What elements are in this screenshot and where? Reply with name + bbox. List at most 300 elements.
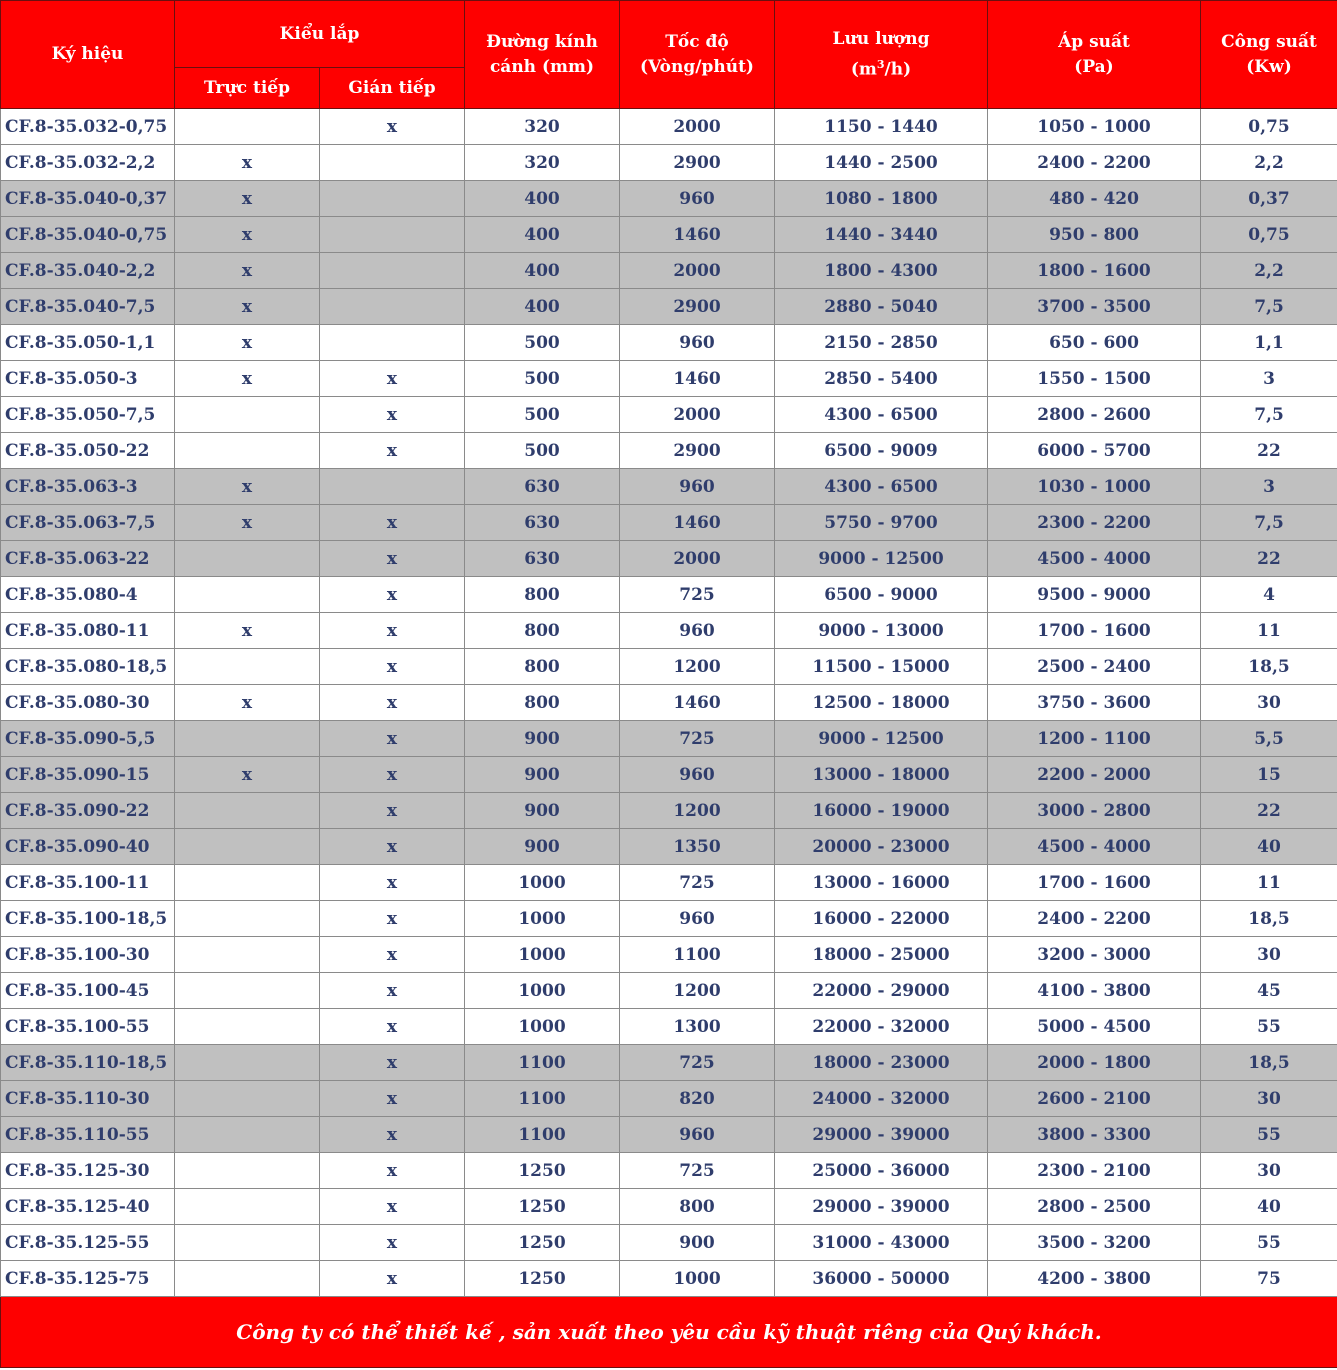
cell-power: 18,5 bbox=[1201, 649, 1337, 685]
cell-mount-indirect: x bbox=[320, 361, 465, 397]
cell-mount-indirect: x bbox=[320, 577, 465, 613]
cell-pressure: 2800 - 2600 bbox=[988, 397, 1201, 433]
cell-power: 22 bbox=[1201, 433, 1337, 469]
cell-flow: 36000 - 50000 bbox=[775, 1261, 988, 1297]
cell-pressure: 2400 - 2200 bbox=[988, 145, 1201, 181]
cell-mount-direct: x bbox=[175, 325, 320, 361]
cell-pressure: 3750 - 3600 bbox=[988, 685, 1201, 721]
cell-mount-indirect: x bbox=[320, 109, 465, 145]
cell-power: 5,5 bbox=[1201, 721, 1337, 757]
table-row bbox=[1, 577, 1337, 613]
cell-pressure: 2200 - 2000 bbox=[988, 757, 1201, 793]
cell-diameter: 800 bbox=[465, 577, 620, 613]
header-diameter bbox=[465, 1, 620, 109]
cell-power: 55 bbox=[1201, 1225, 1337, 1261]
cell-pressure: 2400 - 2200 bbox=[988, 901, 1201, 937]
cell-mount-indirect: x bbox=[320, 973, 465, 1009]
cell-mount-indirect: x bbox=[320, 1261, 465, 1297]
table-row bbox=[1, 613, 1337, 649]
cell-diameter: 1000 bbox=[465, 865, 620, 901]
cell-mount-direct bbox=[175, 1189, 320, 1225]
cell-mount-indirect: x bbox=[320, 1189, 465, 1225]
cell-mount-direct: x bbox=[175, 181, 320, 217]
cell-pressure: 1700 - 1600 bbox=[988, 865, 1201, 901]
cell-code: CF.8-35.063-22 bbox=[1, 541, 175, 577]
cell-power: 55 bbox=[1201, 1117, 1337, 1153]
cell-pressure: 3800 - 3300 bbox=[988, 1117, 1201, 1153]
cell-flow: 11500 - 15000 bbox=[775, 649, 988, 685]
header-code bbox=[1, 1, 175, 109]
cell-code: CF.8-35.125-75 bbox=[1, 1261, 175, 1297]
cell-speed: 1460 bbox=[620, 505, 775, 541]
cell-code: CF.8-35.050-3 bbox=[1, 361, 175, 397]
cell-diameter: 900 bbox=[465, 757, 620, 793]
table-row bbox=[1, 325, 1337, 361]
header-code-text: Ký hiệu bbox=[51, 44, 124, 64]
cell-mount-indirect: x bbox=[320, 937, 465, 973]
cell-pressure: 2300 - 2100 bbox=[988, 1153, 1201, 1189]
table-row bbox=[1, 1009, 1337, 1045]
cell-flow: 16000 - 22000 bbox=[775, 901, 988, 937]
cell-mount-indirect bbox=[320, 217, 465, 253]
cell-mount-direct: x bbox=[175, 253, 320, 289]
table-row bbox=[1, 145, 1337, 181]
cell-code: CF.8-35.050-22 bbox=[1, 433, 175, 469]
cell-code: CF.8-35.100-11 bbox=[1, 865, 175, 901]
cell-mount-direct bbox=[175, 865, 320, 901]
cell-speed: 1000 bbox=[620, 1261, 775, 1297]
cell-mount-indirect: x bbox=[320, 829, 465, 865]
cell-speed: 820 bbox=[620, 1081, 775, 1117]
header-flow-line1: Lưu lượng bbox=[832, 28, 930, 49]
cell-mount-direct bbox=[175, 1225, 320, 1261]
cell-speed: 960 bbox=[620, 181, 775, 217]
table-header bbox=[1, 1, 1337, 109]
cell-mount-indirect: x bbox=[320, 1009, 465, 1045]
table-row bbox=[1, 433, 1337, 469]
cell-power: 7,5 bbox=[1201, 397, 1337, 433]
cell-diameter: 1100 bbox=[465, 1045, 620, 1081]
cell-pressure: 1050 - 1000 bbox=[988, 109, 1201, 145]
cell-power: 30 bbox=[1201, 1153, 1337, 1189]
cell-diameter: 1000 bbox=[465, 901, 620, 937]
cell-diameter: 320 bbox=[465, 109, 620, 145]
cell-diameter: 1250 bbox=[465, 1261, 620, 1297]
cell-code: CF.8-35.100-55 bbox=[1, 1009, 175, 1045]
cell-power: 22 bbox=[1201, 793, 1337, 829]
table-row bbox=[1, 829, 1337, 865]
cell-mount-indirect: x bbox=[320, 505, 465, 541]
cell-flow: 9000 - 12500 bbox=[775, 721, 988, 757]
cell-speed: 960 bbox=[620, 469, 775, 505]
cell-power: 18,5 bbox=[1201, 1045, 1337, 1081]
cell-code: CF.8-35.063-7,5 bbox=[1, 505, 175, 541]
cell-pressure: 1200 - 1100 bbox=[988, 721, 1201, 757]
cell-mount-indirect: x bbox=[320, 721, 465, 757]
table-row bbox=[1, 865, 1337, 901]
cell-mount-direct: x bbox=[175, 613, 320, 649]
cell-mount-direct bbox=[175, 901, 320, 937]
cell-diameter: 630 bbox=[465, 469, 620, 505]
cell-power: 11 bbox=[1201, 865, 1337, 901]
header-speed bbox=[620, 1, 775, 109]
cell-pressure: 2600 - 2100 bbox=[988, 1081, 1201, 1117]
cell-mount-indirect: x bbox=[320, 1045, 465, 1081]
cell-code: CF.8-35.040-0,37 bbox=[1, 181, 175, 217]
header-flow-unit-post: /h) bbox=[884, 59, 912, 80]
cell-mount-direct bbox=[175, 1081, 320, 1117]
cell-code: CF.8-35.100-18,5 bbox=[1, 901, 175, 937]
cell-speed: 1100 bbox=[620, 937, 775, 973]
table-row bbox=[1, 649, 1337, 685]
cell-flow: 29000 - 39000 bbox=[775, 1189, 988, 1225]
cell-pressure: 9500 - 9000 bbox=[988, 577, 1201, 613]
cell-pressure: 2000 - 1800 bbox=[988, 1045, 1201, 1081]
cell-diameter: 400 bbox=[465, 289, 620, 325]
table-row bbox=[1, 1081, 1337, 1117]
header-mount bbox=[175, 1, 465, 68]
cell-code: CF.8-35.040-2,2 bbox=[1, 253, 175, 289]
cell-code: CF.8-35.080-30 bbox=[1, 685, 175, 721]
cell-code: CF.8-35.040-7,5 bbox=[1, 289, 175, 325]
cell-pressure: 2300 - 2200 bbox=[988, 505, 1201, 541]
cell-diameter: 900 bbox=[465, 721, 620, 757]
cell-speed: 1300 bbox=[620, 1009, 775, 1045]
cell-mount-indirect: x bbox=[320, 1081, 465, 1117]
cell-mount-direct: x bbox=[175, 505, 320, 541]
header-diameter-line1: Đường kính bbox=[486, 31, 598, 52]
header-flow-unit-sup: 3 bbox=[876, 57, 885, 71]
cell-power: 0,75 bbox=[1201, 109, 1337, 145]
cell-power: 30 bbox=[1201, 685, 1337, 721]
cell-flow: 4300 - 6500 bbox=[775, 397, 988, 433]
cell-mount-indirect bbox=[320, 145, 465, 181]
cell-code: CF.8-35.080-11 bbox=[1, 613, 175, 649]
cell-speed: 725 bbox=[620, 1153, 775, 1189]
cell-code: CF.8-35.080-4 bbox=[1, 577, 175, 613]
header-mount-indirect: Gián tiếp bbox=[320, 68, 465, 109]
cell-diameter: 400 bbox=[465, 217, 620, 253]
cell-mount-direct: x bbox=[175, 217, 320, 253]
cell-speed: 2000 bbox=[620, 109, 775, 145]
header-pressure bbox=[988, 1, 1201, 109]
cell-power: 30 bbox=[1201, 937, 1337, 973]
cell-mount-direct: x bbox=[175, 469, 320, 505]
cell-diameter: 800 bbox=[465, 685, 620, 721]
cell-pressure: 4200 - 3800 bbox=[988, 1261, 1201, 1297]
cell-speed: 2000 bbox=[620, 541, 775, 577]
cell-pressure: 3500 - 3200 bbox=[988, 1225, 1201, 1261]
header-speed-line1: Tốc độ bbox=[665, 31, 729, 52]
cell-diameter: 1000 bbox=[465, 1009, 620, 1045]
cell-speed: 1200 bbox=[620, 973, 775, 1009]
cell-flow: 12500 - 18000 bbox=[775, 685, 988, 721]
cell-mount-indirect: x bbox=[320, 901, 465, 937]
cell-pressure: 2500 - 2400 bbox=[988, 649, 1201, 685]
cell-flow: 24000 - 32000 bbox=[775, 1081, 988, 1117]
table-row bbox=[1, 1261, 1337, 1297]
table-row bbox=[1, 721, 1337, 757]
cell-diameter: 900 bbox=[465, 793, 620, 829]
cell-code: CF.8-35.032-0,75 bbox=[1, 109, 175, 145]
table-row bbox=[1, 973, 1337, 1009]
cell-code: CF.8-35.110-30 bbox=[1, 1081, 175, 1117]
cell-mount-indirect: x bbox=[320, 793, 465, 829]
cell-diameter: 900 bbox=[465, 829, 620, 865]
cell-speed: 960 bbox=[620, 613, 775, 649]
cell-mount-indirect: x bbox=[320, 865, 465, 901]
cell-code: CF.8-35.080-18,5 bbox=[1, 649, 175, 685]
cell-diameter: 1100 bbox=[465, 1117, 620, 1153]
cell-flow: 22000 - 29000 bbox=[775, 973, 988, 1009]
table-row bbox=[1, 181, 1337, 217]
cell-flow: 1800 - 4300 bbox=[775, 253, 988, 289]
cell-flow: 5750 - 9700 bbox=[775, 505, 988, 541]
cell-flow: 4300 - 6500 bbox=[775, 469, 988, 505]
cell-power: 2,2 bbox=[1201, 145, 1337, 181]
cell-flow: 25000 - 36000 bbox=[775, 1153, 988, 1189]
cell-speed: 725 bbox=[620, 577, 775, 613]
cell-pressure: 3000 - 2800 bbox=[988, 793, 1201, 829]
cell-mount-direct bbox=[175, 937, 320, 973]
cell-code: CF.8-35.050-1,1 bbox=[1, 325, 175, 361]
cell-mount-direct bbox=[175, 1117, 320, 1153]
cell-mount-indirect: x bbox=[320, 685, 465, 721]
cell-speed: 1200 bbox=[620, 793, 775, 829]
cell-code: CF.8-35.110-18,5 bbox=[1, 1045, 175, 1081]
table-row bbox=[1, 1225, 1337, 1261]
cell-code: CF.8-35.100-30 bbox=[1, 937, 175, 973]
cell-mount-direct bbox=[175, 793, 320, 829]
cell-mount-direct bbox=[175, 1261, 320, 1297]
cell-code: CF.8-35.090-40 bbox=[1, 829, 175, 865]
cell-pressure: 3700 - 3500 bbox=[988, 289, 1201, 325]
cell-flow: 1150 - 1440 bbox=[775, 109, 988, 145]
cell-flow: 2880 - 5040 bbox=[775, 289, 988, 325]
cell-speed: 1350 bbox=[620, 829, 775, 865]
cell-mount-indirect bbox=[320, 325, 465, 361]
cell-mount-direct: x bbox=[175, 685, 320, 721]
table-row bbox=[1, 109, 1337, 145]
cell-flow: 22000 - 32000 bbox=[775, 1009, 988, 1045]
cell-power: 18,5 bbox=[1201, 901, 1337, 937]
cell-code: CF.8-35.100-45 bbox=[1, 973, 175, 1009]
header-pressure-line2: (Pa) bbox=[1074, 56, 1114, 77]
table-row bbox=[1, 397, 1337, 433]
cell-power: 11 bbox=[1201, 613, 1337, 649]
header-mount-text: Kiểu lắp bbox=[279, 23, 360, 44]
cell-pressure: 4500 - 4000 bbox=[988, 541, 1201, 577]
cell-flow: 9000 - 13000 bbox=[775, 613, 988, 649]
cell-mount-indirect: x bbox=[320, 649, 465, 685]
cell-code: CF.8-35.110-55 bbox=[1, 1117, 175, 1153]
table-row bbox=[1, 685, 1337, 721]
cell-speed: 800 bbox=[620, 1189, 775, 1225]
cell-diameter: 400 bbox=[465, 253, 620, 289]
cell-mount-indirect: x bbox=[320, 397, 465, 433]
cell-speed: 1460 bbox=[620, 685, 775, 721]
cell-mount-direct bbox=[175, 577, 320, 613]
cell-power: 55 bbox=[1201, 1009, 1337, 1045]
cell-speed: 1460 bbox=[620, 361, 775, 397]
cell-power: 7,5 bbox=[1201, 505, 1337, 541]
cell-speed: 2900 bbox=[620, 145, 775, 181]
cell-mount-direct: x bbox=[175, 361, 320, 397]
cell-power: 0,37 bbox=[1201, 181, 1337, 217]
cell-diameter: 500 bbox=[465, 397, 620, 433]
cell-code: CF.8-35.125-55 bbox=[1, 1225, 175, 1261]
cell-speed: 725 bbox=[620, 865, 775, 901]
table-row bbox=[1, 1189, 1337, 1225]
cell-diameter: 500 bbox=[465, 325, 620, 361]
cell-power: 3 bbox=[1201, 469, 1337, 505]
cell-flow: 1440 - 2500 bbox=[775, 145, 988, 181]
cell-flow: 29000 - 39000 bbox=[775, 1117, 988, 1153]
cell-speed: 2900 bbox=[620, 433, 775, 469]
cell-diameter: 400 bbox=[465, 181, 620, 217]
cell-code: CF.8-35.125-30 bbox=[1, 1153, 175, 1189]
header-power bbox=[1201, 1, 1337, 109]
cell-speed: 960 bbox=[620, 1117, 775, 1153]
cell-speed: 960 bbox=[620, 757, 775, 793]
table-row bbox=[1, 1153, 1337, 1189]
cell-speed: 1200 bbox=[620, 649, 775, 685]
cell-power: 4 bbox=[1201, 577, 1337, 613]
cell-diameter: 1000 bbox=[465, 937, 620, 973]
table-row bbox=[1, 793, 1337, 829]
cell-mount-direct bbox=[175, 397, 320, 433]
table-row bbox=[1, 757, 1337, 793]
cell-pressure: 950 - 800 bbox=[988, 217, 1201, 253]
cell-mount-direct bbox=[175, 1045, 320, 1081]
cell-mount-direct bbox=[175, 1153, 320, 1189]
cell-mount-direct: x bbox=[175, 289, 320, 325]
cell-speed: 2000 bbox=[620, 253, 775, 289]
cell-flow: 18000 - 25000 bbox=[775, 937, 988, 973]
cell-mount-indirect: x bbox=[320, 613, 465, 649]
cell-speed: 725 bbox=[620, 1045, 775, 1081]
header-flow-unit-pre: (m bbox=[850, 59, 877, 80]
cell-speed: 2900 bbox=[620, 289, 775, 325]
cell-flow: 13000 - 16000 bbox=[775, 865, 988, 901]
table-body bbox=[1, 109, 1337, 1297]
header-speed-line2: (Vòng/phút) bbox=[640, 56, 754, 77]
cell-mount-indirect bbox=[320, 469, 465, 505]
header-power-line2: (Kw) bbox=[1246, 56, 1292, 77]
cell-power: 40 bbox=[1201, 829, 1337, 865]
cell-speed: 900 bbox=[620, 1225, 775, 1261]
cell-mount-indirect: x bbox=[320, 757, 465, 793]
cell-pressure: 650 - 600 bbox=[988, 325, 1201, 361]
cell-mount-direct bbox=[175, 1009, 320, 1045]
table-row bbox=[1, 901, 1337, 937]
cell-code: CF.8-35.090-15 bbox=[1, 757, 175, 793]
cell-code: CF.8-35.090-22 bbox=[1, 793, 175, 829]
cell-pressure: 5000 - 4500 bbox=[988, 1009, 1201, 1045]
cell-power: 0,75 bbox=[1201, 217, 1337, 253]
cell-diameter: 500 bbox=[465, 433, 620, 469]
cell-mount-indirect: x bbox=[320, 433, 465, 469]
cell-mount-direct bbox=[175, 829, 320, 865]
cell-power: 7,5 bbox=[1201, 289, 1337, 325]
cell-code: CF.8-35.090-5,5 bbox=[1, 721, 175, 757]
cell-pressure: 1030 - 1000 bbox=[988, 469, 1201, 505]
cell-mount-direct bbox=[175, 109, 320, 145]
cell-speed: 1460 bbox=[620, 217, 775, 253]
cell-mount-indirect: x bbox=[320, 541, 465, 577]
cell-flow: 6500 - 9009 bbox=[775, 433, 988, 469]
cell-mount-indirect bbox=[320, 289, 465, 325]
cell-mount-direct: x bbox=[175, 757, 320, 793]
cell-flow: 16000 - 19000 bbox=[775, 793, 988, 829]
cell-pressure: 4100 - 3800 bbox=[988, 973, 1201, 1009]
cell-speed: 960 bbox=[620, 325, 775, 361]
cell-mount-direct bbox=[175, 721, 320, 757]
cell-diameter: 320 bbox=[465, 145, 620, 181]
cell-power: 75 bbox=[1201, 1261, 1337, 1297]
cell-pressure: 480 - 420 bbox=[988, 181, 1201, 217]
cell-code: CF.8-35.040-0,75 bbox=[1, 217, 175, 253]
cell-pressure: 2800 - 2500 bbox=[988, 1189, 1201, 1225]
cell-mount-direct: x bbox=[175, 145, 320, 181]
table-row bbox=[1, 541, 1337, 577]
cell-power: 40 bbox=[1201, 1189, 1337, 1225]
cell-mount-indirect bbox=[320, 181, 465, 217]
cell-mount-direct bbox=[175, 541, 320, 577]
header-power-line1: Công suất bbox=[1221, 31, 1317, 52]
cell-pressure: 3200 - 3000 bbox=[988, 937, 1201, 973]
cell-flow: 18000 - 23000 bbox=[775, 1045, 988, 1081]
cell-diameter: 630 bbox=[465, 541, 620, 577]
cell-pressure: 4500 - 4000 bbox=[988, 829, 1201, 865]
cell-diameter: 800 bbox=[465, 649, 620, 685]
header-row-main bbox=[1, 1, 1337, 68]
cell-diameter: 630 bbox=[465, 505, 620, 541]
table-row bbox=[1, 469, 1337, 505]
cell-pressure: 1800 - 1600 bbox=[988, 253, 1201, 289]
table-row bbox=[1, 289, 1337, 325]
table-footer bbox=[1, 1297, 1337, 1368]
footer-note: Công ty có thể thiết kế , sản xuất theo yêu cầu kỹ thuật riêng của Quý khách. bbox=[1, 1297, 1337, 1368]
header-diameter-line2: cánh (mm) bbox=[489, 56, 595, 77]
table-row bbox=[1, 937, 1337, 973]
table-row bbox=[1, 361, 1337, 397]
cell-speed: 725 bbox=[620, 721, 775, 757]
cell-diameter: 800 bbox=[465, 613, 620, 649]
cell-power: 3 bbox=[1201, 361, 1337, 397]
table-row bbox=[1, 1045, 1337, 1081]
cell-diameter: 1100 bbox=[465, 1081, 620, 1117]
cell-flow: 13000 - 18000 bbox=[775, 757, 988, 793]
cell-mount-indirect bbox=[320, 253, 465, 289]
cell-flow: 1440 - 3440 bbox=[775, 217, 988, 253]
cell-mount-direct bbox=[175, 649, 320, 685]
cell-code: CF.8-35.063-3 bbox=[1, 469, 175, 505]
cell-mount-indirect: x bbox=[320, 1153, 465, 1189]
header-pressure-line1: Áp suất bbox=[1058, 31, 1130, 52]
cell-flow: 31000 - 43000 bbox=[775, 1225, 988, 1261]
cell-flow: 9000 - 12500 bbox=[775, 541, 988, 577]
cell-power: 1,1 bbox=[1201, 325, 1337, 361]
cell-flow: 2850 - 5400 bbox=[775, 361, 988, 397]
table-row bbox=[1, 253, 1337, 289]
cell-diameter: 1250 bbox=[465, 1153, 620, 1189]
cell-pressure: 1550 - 1500 bbox=[988, 361, 1201, 397]
header-mount-direct: Trực tiếp bbox=[175, 68, 320, 109]
cell-diameter: 1000 bbox=[465, 973, 620, 1009]
cell-power: 15 bbox=[1201, 757, 1337, 793]
footer-row bbox=[1, 1297, 1337, 1368]
